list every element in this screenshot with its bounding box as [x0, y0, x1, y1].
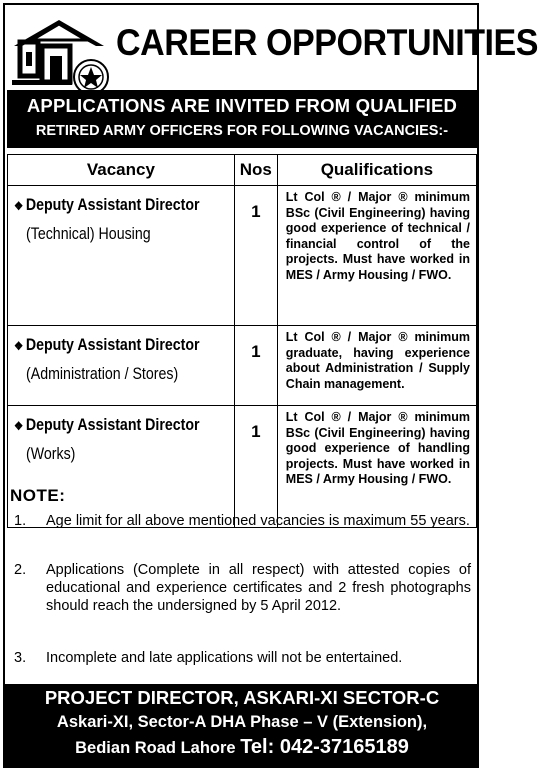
note-text: Incomplete and late applications will not be entertained. — [46, 650, 403, 666]
footer-line-3: Bedian Road Lahore — [75, 739, 236, 757]
diamond-bullet-icon: ❖ — [14, 339, 24, 353]
diamond-bullet-icon: ❖ — [14, 199, 24, 213]
qualifications-cell: Lt Col ® / Major ® minimum graduate, having experience about Administration / Supply Chain management. — [277, 326, 476, 406]
footer-line-2: Askari-XI, Sector-A DHA Phase – V (Extension), — [56, 713, 428, 731]
note-number: 2. — [14, 562, 27, 578]
qualifications-cell: Lt Col ® / Major ® minimum BSc (Civil Engineering) having good experience of handling projects. Must have worked in MES / Army Housing / FWO. — [277, 406, 476, 528]
qualifications-cell: Lt Col ® / Major ® minimum BSc (Civil Engineering) having good experience of technical / financial control of the projects. Must have worked in MES / Army Housing / FWO. — [277, 186, 476, 326]
table-row — [8, 186, 477, 326]
header — [8, 10, 538, 88]
table-row — [8, 326, 477, 406]
note-text: Age limit for all above mentioned vacancies is maximum 55 years. — [46, 513, 470, 529]
note-text: Applications (Complete in all respect) with attested copies of educational and experience certificates and 2 fresh photographs should reach the undersigned by 5 April 2012. — [46, 562, 471, 614]
column-header-qualifications: Qualifications — [277, 155, 476, 186]
telephone-number: Tel: 042-37165189 — [240, 736, 409, 758]
vacancy-subtitle: (Administration / Stores) — [26, 365, 179, 383]
notes-heading: NOTE: — [10, 486, 66, 505]
column-header-nos: Nos — [234, 155, 277, 186]
vacancy-subtitle: (Technical) Housing — [26, 225, 151, 243]
nos-cell: 1 — [234, 406, 277, 528]
column-header-vacancy: Vacancy — [8, 155, 235, 186]
diamond-bullet-icon: ❖ — [14, 419, 24, 433]
contact-footer — [5, 684, 479, 768]
nos-cell: 1 — [234, 186, 277, 326]
vacancy-cell — [8, 406, 235, 528]
vacancies-table — [7, 154, 477, 528]
note-number: 3. — [14, 650, 27, 666]
vacancy-title: Deputy Assistant Director — [25, 336, 200, 354]
invitation-banner — [7, 90, 477, 148]
footer-line-1: PROJECT DIRECTOR, ASKARI-XI SECTOR-C — [44, 687, 440, 708]
vacancy-cell — [8, 326, 235, 406]
table-header-row — [8, 155, 477, 186]
nos-cell: 1 — [234, 326, 277, 406]
banner-line-1: APPLICATIONS ARE INVITED FROM QUALIFIED — [26, 95, 458, 116]
vacancy-title: Deputy Assistant Director — [25, 416, 200, 434]
vacancy-cell — [8, 186, 235, 326]
banner-line-2: RETIRED ARMY OFFICERS FOR FOLLOWING VACANCIES:- — [35, 123, 449, 139]
note-number: 1. — [14, 513, 27, 529]
page-title: CAREER OPPORTUNITIES — [116, 22, 538, 63]
vacancy-subtitle: (Works) — [26, 445, 76, 463]
table-row — [8, 406, 477, 528]
vacancy-title: Deputy Assistant Director — [25, 196, 200, 214]
